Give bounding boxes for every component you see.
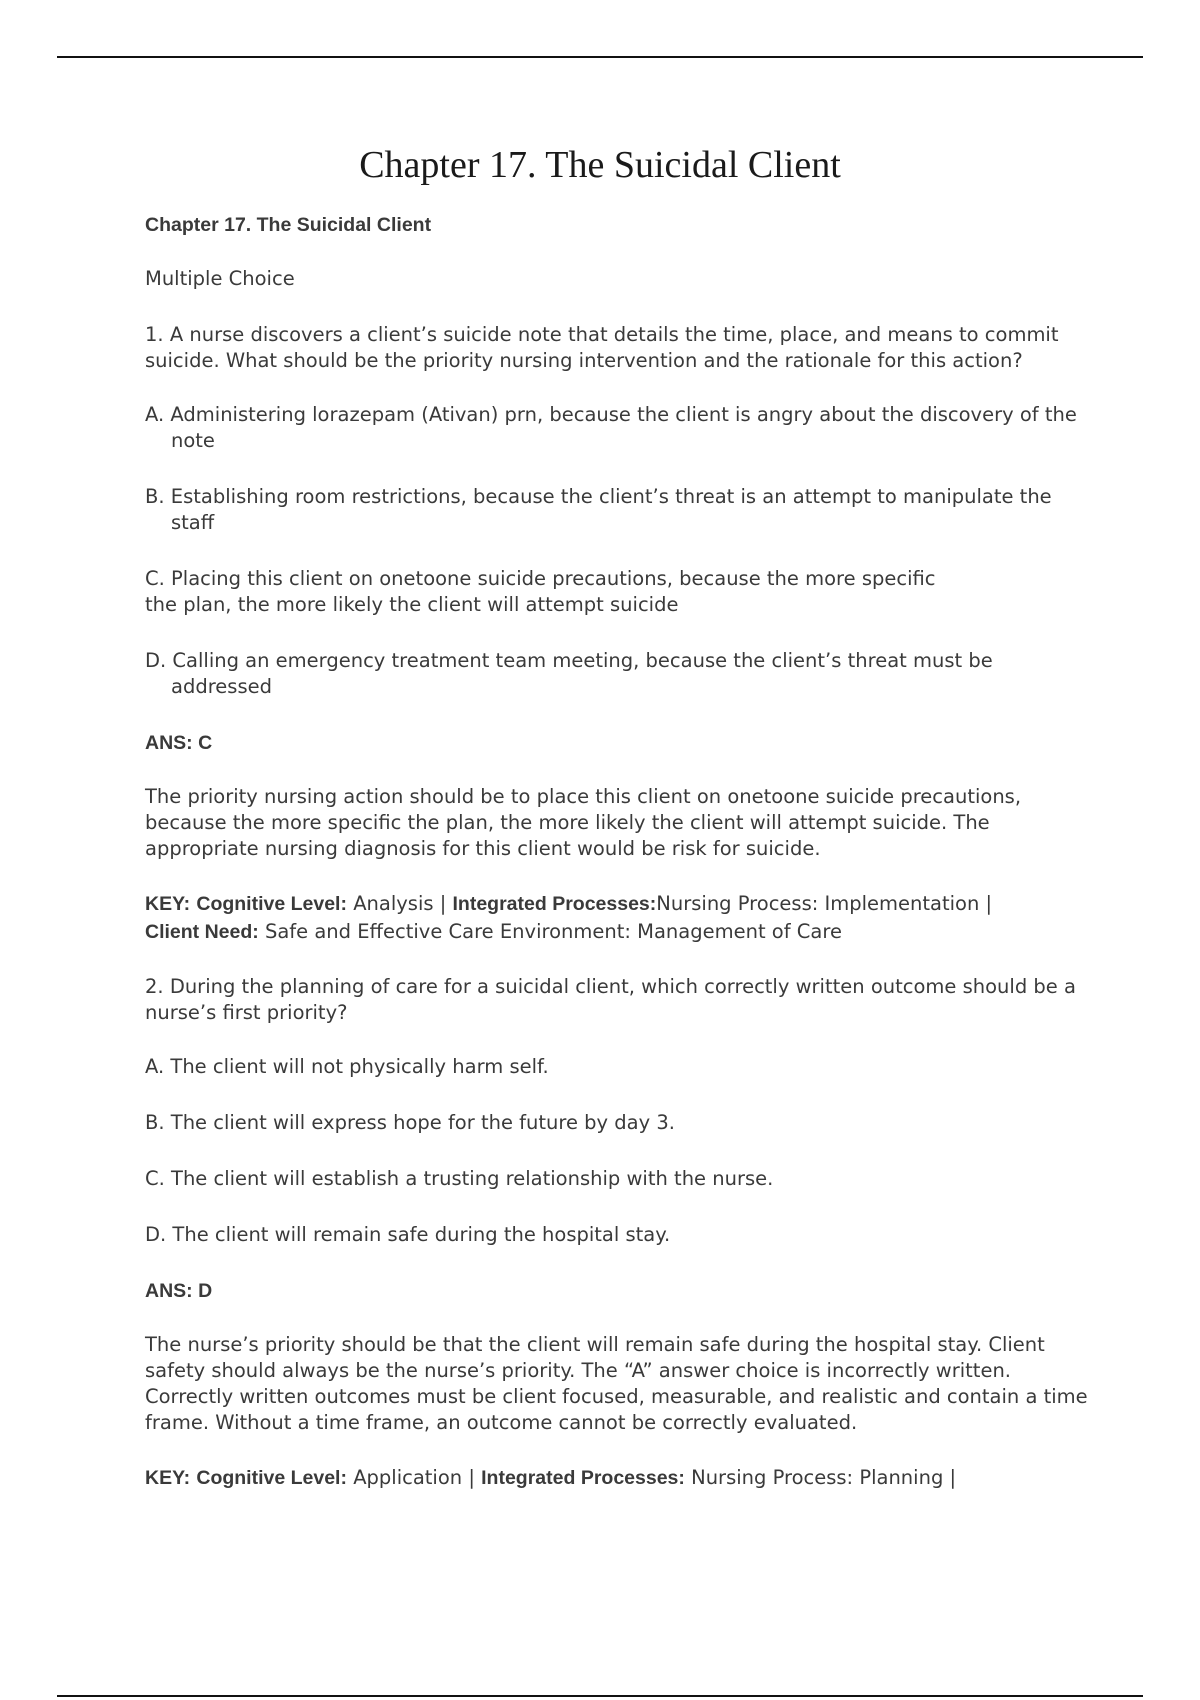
option-text: Administering lorazepam (Ativan) prn, because the client is angry about the discovery of the note: [170, 403, 1077, 452]
section-label: Multiple Choice: [145, 267, 295, 290]
question-1-option-a: [145, 402, 1090, 454]
question-2-stem: [145, 974, 1090, 1026]
question-2-key: [145, 1464, 1090, 1492]
question-2-rationale: The nurse’s priority should be that the client will remain safe during the hospital stay. Client safety should always be the nurse’s priority. The “A” answer choice is incorrectly written. Correctly written outcomes must be client focused, measurable, and realistic and contain a time frame. Without a time frame, an outcome cannot be correctly evaluated.: [145, 1333, 1088, 1434]
key-separator: |: [468, 1466, 475, 1489]
option-text: The client will establish a trusting relationship with the nurse.: [171, 1167, 774, 1190]
question-2-option-b: [145, 1110, 1090, 1136]
key-separator: |: [949, 1466, 957, 1489]
client-need-value: Safe and Effective Care Environment: Management of Care: [264, 920, 842, 943]
integrated-processes-value: Nursing Process: Implementation: [656, 892, 980, 915]
option-text: Establishing room restrictions, because the client’s threat is an attempt to manipulate the staff: [170, 485, 1052, 534]
question-text: A nurse discovers a client’s suicide note that details the time, place, and means to commit suicide. What should be the priority nursing intervention and the rationale for this action?: [145, 323, 1059, 372]
option-letter: A.: [145, 403, 165, 426]
question-2-option-a: [145, 1054, 1090, 1080]
option-text: The client will not physically harm self.: [170, 1055, 549, 1078]
option-letter: B.: [145, 485, 165, 508]
question-1-answer: ANS: C: [145, 732, 213, 754]
key-separator: |: [439, 892, 447, 915]
option-letter: C.: [145, 567, 165, 590]
option-text: Placing this client on onetoone suicide precautions, because the more specific the plan, the more likely the client will attempt suicide: [145, 567, 936, 616]
key-label: KEY:: [145, 893, 191, 915]
option-letter: B.: [145, 1111, 165, 1134]
chapter-heading: Chapter 17. The Suicidal Client: [145, 214, 432, 236]
cognitive-level-label: Cognitive Level:: [196, 893, 347, 915]
option-text: Calling an emergency treatment team meeting, because the client’s threat must be addressed: [171, 649, 993, 698]
top-rule: [57, 56, 1143, 58]
question-1-option-d: [145, 648, 1090, 700]
question-1-option-c: [145, 566, 965, 618]
integrated-processes-value: Nursing Process: Planning: [691, 1466, 944, 1489]
question-1-key: [145, 890, 1090, 946]
question-1-stem: [145, 322, 1090, 374]
integrated-processes-label: Integrated Processes:: [452, 893, 657, 915]
client-need-label: Client Need:: [145, 921, 259, 943]
question-number: 1.: [145, 323, 164, 346]
question-2-option-c: [145, 1166, 1090, 1192]
option-letter: A.: [145, 1055, 165, 1078]
option-letter: D.: [145, 1223, 167, 1246]
bottom-rule: [57, 1695, 1143, 1697]
key-separator: |: [985, 892, 993, 915]
cognitive-level-label: Cognitive Level:: [196, 1467, 347, 1489]
question-1-option-b: [145, 484, 1090, 536]
option-letter: C.: [145, 1167, 165, 1190]
question-number: 2.: [145, 975, 164, 998]
integrated-processes-label: Integrated Processes:: [481, 1467, 685, 1489]
question-1-rationale: The priority nursing action should be to place this client on onetoone suicide precautions, because the more specific the plan, the more likely the client will attempt suicide. The appropriate nursing diagnosis for this client would be risk for suicide.: [145, 785, 1022, 860]
option-text: The client will express hope for the future by day 3.: [170, 1111, 675, 1134]
cognitive-level-value: Application: [353, 1466, 463, 1489]
page-title: Chapter 17. The Suicidal Client: [359, 144, 841, 186]
question-2-option-d: [145, 1222, 1090, 1248]
option-letter: D.: [145, 649, 167, 672]
question-2-answer: ANS: D: [145, 1280, 213, 1302]
document-body: [145, 212, 1090, 1520]
key-label: KEY:: [145, 1467, 191, 1489]
question-text: During the planning of care for a suicidal client, which correctly written outcome should be a nurse’s first priority?: [145, 975, 1076, 1024]
cognitive-level-value: Analysis: [353, 892, 434, 915]
option-text: The client will remain safe during the hospital stay.: [172, 1223, 671, 1246]
